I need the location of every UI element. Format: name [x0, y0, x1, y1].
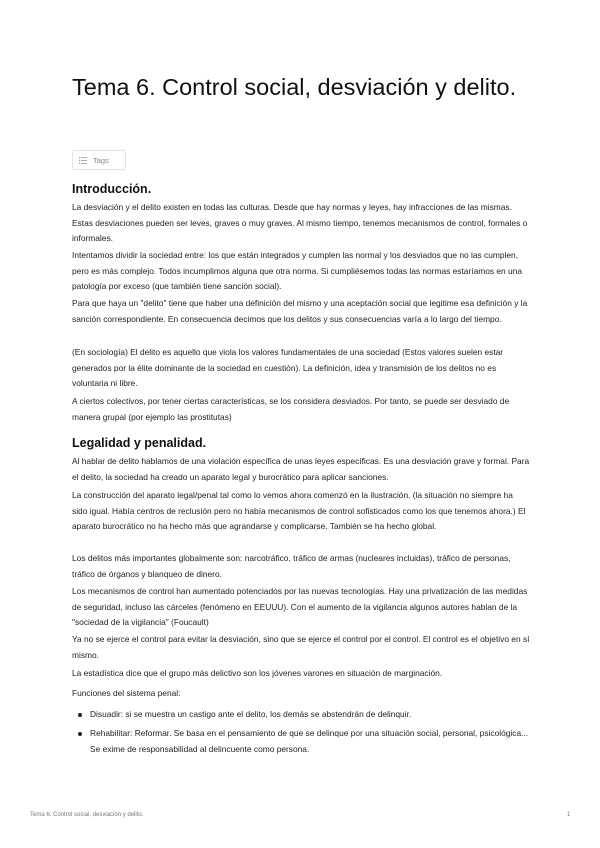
- footer-title: Tema 6. Control social, desviación y delito.: [30, 812, 144, 818]
- paragraph: Funciones del sistema penal:: [72, 688, 181, 698]
- page-number: 1: [567, 812, 571, 818]
- paragraph: A ciertos colectivos, por tener ciertas características, se los considera desviados. Por tanto, se puede ser desviado de manera grupal (por ejemplo las prostitutas): [72, 396, 510, 422]
- paragraph: Intentamos dividir la sociedad entre: los que están integrados y cumplen las normal y los desviados que no las cumplen, pero es más complejo. Todos incumplimos alguna que otra norma. Si cumpliésemos todas las normas estaríamos en una patología por exceso (que también tiene sanción social).: [72, 250, 522, 291]
- tags-label: Tags: [93, 155, 109, 165]
- paragraph: Los delitos más importantes globalmente son: narcotráfico, tráfico de armas (nucleares incluidas), tráfico de personas, tráfico de órganos y blanqueo de dinero.: [72, 553, 511, 579]
- paragraph: La construcción del aparato legal/penal tal como lo vemos ahora comenzó en la ilustración. (la situación no siempre ha sido igual. Había centros de reclusión pero no había mecanismos de control sofisticados como los que tenemos ahora.) El aparato burocrático no ha hecho más que agrandarse y complicarse. También se ha hecho global.: [72, 490, 526, 531]
- paragraph: (En sociología) El delito es aquello que viola los valores fundamentales de una sociedad (Estos valores suelen estar generados por la élite dominante de la sociedad en cuestión). La definición, idea y transmisión de los delitos no es voluntaria ni libre.: [72, 347, 504, 388]
- paragraph: La estadística dice que el grupo más delictivo son los jóvenes varones en situación de marginación.: [72, 668, 443, 678]
- list-item: Disuadir: si se muestra un castigo ante el delito, los demás se abstendrán de delinquir.: [90, 707, 530, 723]
- paragraph: Para que haya un "delito" tiene que haber una definición del mismo y una aceptación social que legitime esa definición y la sanción correspondiente. En consecuencia decimos que los delitos y sus consecuencias varía a lo largo del tiempo.: [72, 298, 528, 324]
- section-heading-legalidad: Legalidad y penalidad.: [72, 436, 207, 450]
- paragraph: La desviación y el delito existen en todas las culturas. Desde que hay normas y leyes, hay infracciones de las mismas. Estas desviaciones pueden ser leves, graves o muy graves. Al mismo tiempo, tenemos mecanismos de control, formales o informales.: [72, 202, 528, 243]
- tags-property[interactable]: [72, 150, 126, 170]
- page-title: Tema 6. Control social, desviación y delito.: [72, 74, 517, 100]
- paragraph: Al hablar de delito hablamos de una violación específica de unas leyes específicas. Es una desviación grave y formal. Para el delito, la sociedad ha creado un aparato legal y burocrático para aplicar sanciones.: [72, 456, 530, 482]
- section-heading-introduccion: Introducción.: [72, 182, 152, 196]
- paragraph: Ya no se ejerce el control para evitar la desviación, sino que se ejerce el control por el control. El control es el objetivo en sí mismo.: [72, 634, 530, 660]
- list-item: Rehabilitar: Reformar. Se basa en el pensamiento de que se delinque por una situación social, personal, psicológica... Se exime de responsabilidad al delincuente como persona.: [90, 726, 530, 757]
- paragraph: Los mecanismos de control han aumentado potenciados por las nuevas tecnologías. Hay una privatización de las medidas de seguridad, incluso las cárceles (fenómeno en EEUUU). Con el aumento de la vigilancia algunos autores hablan de la "sociedad de la vigilancia" (Foucault): [72, 586, 528, 627]
- list-icon: [79, 157, 87, 164]
